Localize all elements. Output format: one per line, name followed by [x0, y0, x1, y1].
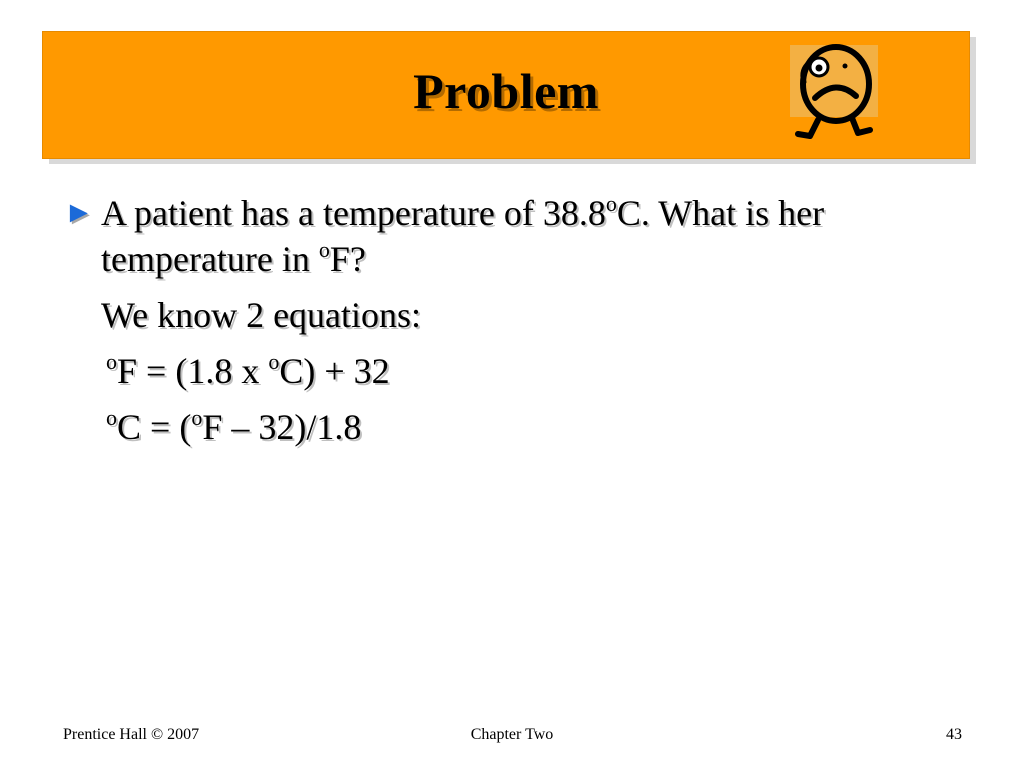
- question-text-part2: C. What is her: [616, 193, 825, 233]
- footer-chapter: Chapter Two: [470, 726, 554, 743]
- mascot-leg-left: [798, 120, 818, 136]
- degree-symbol: o: [106, 405, 117, 430]
- worried-face-icon: [770, 40, 886, 144]
- equation-celsius: [64, 404, 964, 450]
- mascot-eye-right: [843, 64, 848, 69]
- bullet-item: [64, 190, 964, 236]
- question-text-part1: A patient has a temperature of 38.8: [101, 193, 606, 233]
- mascot-leg-right: [852, 118, 870, 133]
- equations-intro: We know 2 equations:: [101, 295, 422, 335]
- question-text-part4: F?: [329, 239, 366, 279]
- bullet-arrow-icon: ►: [64, 196, 94, 229]
- degree-symbol: o: [605, 191, 617, 216]
- equation-text: F = (1.8 x: [117, 351, 269, 391]
- slide-body: [64, 190, 964, 450]
- slide-title: Problem: [413, 63, 599, 119]
- equation-text: F – 32)/1.8: [202, 407, 362, 447]
- question-continuation: [64, 236, 964, 282]
- equation-text: C = (: [117, 407, 192, 447]
- footer-page-number: 43: [946, 726, 962, 743]
- degree-symbol: o: [191, 405, 203, 430]
- degree-symbol: o: [106, 349, 117, 374]
- degree-symbol: o: [318, 237, 330, 262]
- question-text-part3: temperature in: [101, 239, 319, 279]
- mascot-pupil: [816, 65, 823, 72]
- footer-copyright: Prentice Hall © 2007: [63, 726, 200, 743]
- equation-fahrenheit: [64, 348, 964, 394]
- degree-symbol: o: [268, 349, 280, 374]
- equation-text: C) + 32: [279, 351, 390, 391]
